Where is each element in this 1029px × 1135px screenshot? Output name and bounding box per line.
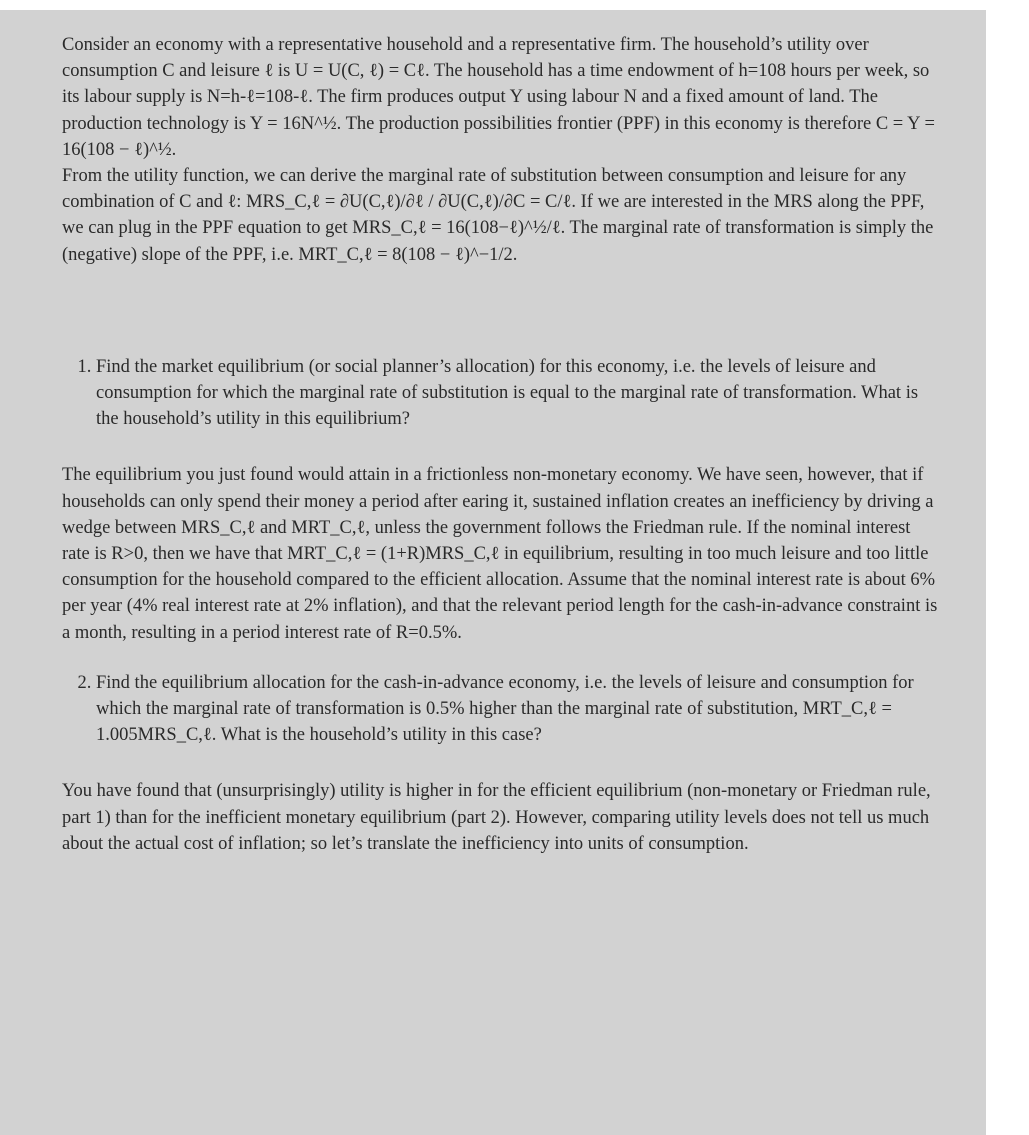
middle-paragraph: The equilibrium you just found would attain in a frictionless non-monetary economy. We have seen, however, that if households can only spend their money a period after earing it, sustained inflation creates an inefficiency by driving a wedge between MRS_C,ℓ and MRT_C,ℓ, unless the government follows the Friedman rule. If the nominal interest rate is R>0, then we have that MRT_C,ℓ = (1+R)MRS_C,ℓ in equilibrium, resulting in too much leisure and too little consumption for the household compared to the efficient allocation. Assume that the nominal interest rate is about 6% per year (4% real interest rate at 2% inflation), and that the relevant period length for the cash-in-advance constraint is a month, resulting in a period interest rate of R=0.5%. <box>62 465 938 643</box>
document-body <box>62 32 942 857</box>
question-2: 2. Find the equilibrium allocation for the cash-in-advance economy, i.e. the levels of leisure and consumption for which the marginal rate of transformation is 0.5% higher than the marginal rate of substitution, MRT_C,ℓ = 1.005MRS_C,ℓ. What is the household’s utility in this case? <box>96 670 942 749</box>
intro-paragraph-1: Consider an economy with a representative household and a representative firm. The household’s utility over consumption C and leisure ℓ is U = U(C, ℓ) = Cℓ. The household has a time endowment of h=108 hours per week, so its labour supply is N=h-ℓ=108-ℓ. The firm produces output Y using labour N and a fixed amount of land. The production technology is Y = 16N^½. The production possibilities frontier (PPF) in this economy is therefore C = Y = 16(108 − ℓ)^½. <box>62 35 935 160</box>
question-list-1 <box>62 354 942 433</box>
closing-paragraph: You have found that (unsurprisingly) utility is higher in for the efficient equilibrium (non-monetary or Friedman rule, part 1) than for the inefficient monetary equilibrium (part 2). However, comparing utility levels does not tell us much about the actual cost of inflation; so let’s translate the inefficiency into units of consumption. <box>62 781 931 854</box>
document-page <box>0 10 986 1135</box>
question-1: 1. Find the market equilibrium (or social planner’s allocation) for this economy, i.e. the levels of leisure and consumption for which the marginal rate of substitution is equal to the marginal rate of transformation. What is the household’s utility in this equilibrium? <box>96 354 942 433</box>
intro-paragraph-2: From the utility function, we can derive the marginal rate of substitution between consumption and leisure for any combination of C and ℓ: MRS_C,ℓ = ∂U(C,ℓ)/∂ℓ / ∂U(C,ℓ)/∂C = C/ℓ. If we are interested in the MRS along the PPF, we can plug in the PPF equation to get MRS_C,ℓ = 16(108−ℓ)^½/ℓ. The marginal rate of transformation is simply the (negative) slope of the PPF, i.e. MRT_C,ℓ = 8(108 − ℓ)^−1/2. <box>62 166 934 265</box>
question-list-2 <box>62 670 942 749</box>
